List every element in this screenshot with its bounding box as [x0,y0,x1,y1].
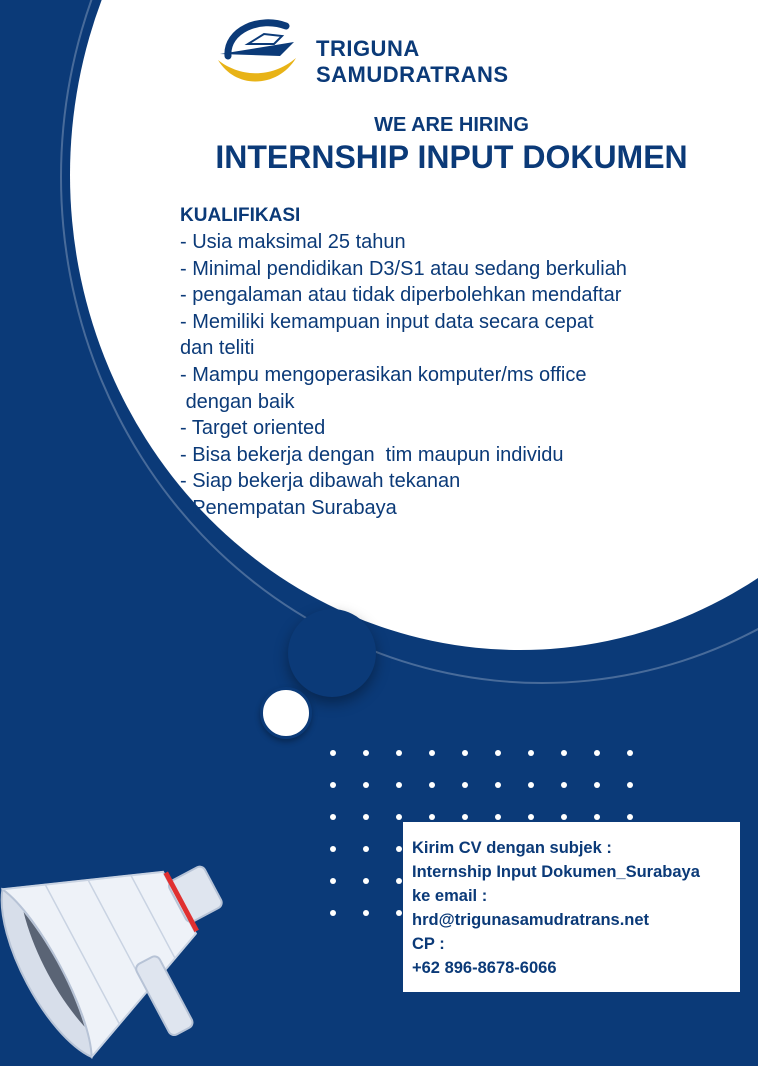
decorative-dot [627,750,633,756]
decorative-dot [396,782,402,788]
qualification-line: - Minimal pendidikan D3/S1 atau sedang berkuliah [180,257,627,280]
contact-subject-label: Kirim CV dengan subjek : [412,839,612,857]
decorative-dot [363,750,369,756]
hiring-subtitle: WE ARE HIRING [374,114,529,136]
decorative-dot [396,750,402,756]
contact-box [403,822,740,992]
qualification-line: - Siap bekerja dibawah tekanan [180,470,461,493]
contact-phone-label: CP : [412,935,445,953]
decorative-dot [561,814,567,820]
contact-subject: Internship Input Dokumen_Surabaya [412,863,700,881]
decorative-dot [462,782,468,788]
decorative-dot [330,782,336,788]
decorative-dot [627,814,633,820]
decorative-dot [396,910,402,916]
decorative-circle-small [260,687,312,739]
qualifications-section [180,205,740,522]
brand-name: TRIGUNA SAMUDRATRANS [316,36,509,87]
decorative-dot [429,782,435,788]
decorative-dot [396,878,402,884]
qualification-line: - Target oriented [180,417,326,440]
qualification-line: dengan baik [180,390,295,413]
contact-email-label: ke email : [412,887,488,905]
megaphone-icon [0,800,300,1061]
qualification-line: - Penempatan Surabaya [180,496,397,519]
qualification-line: - pengalaman atau tidak diperbolehkan mendaftar [180,284,622,307]
decorative-dot [330,846,336,852]
decorative-dot [594,782,600,788]
decorative-dot [495,782,501,788]
decorative-dot [330,910,336,916]
decorative-dot [561,750,567,756]
decorative-dot [396,814,402,820]
decorative-dot [594,750,600,756]
decorative-dot [594,814,600,820]
qualification-line: - Bisa bekerja dengan tim maupun individu [180,443,564,466]
decorative-dot [330,750,336,756]
decorative-dot [330,878,336,884]
decorative-dot [363,782,369,788]
brand-logo [208,10,618,90]
decorative-dot [330,814,336,820]
qualification-line: - Usia maksimal 25 tahun [180,231,406,253]
decorative-dot [462,814,468,820]
decorative-dot [495,750,501,756]
decorative-dot [528,750,534,756]
decorative-dot [363,846,369,852]
decorative-circle-large [288,609,376,697]
decorative-dot [363,878,369,884]
decorative-dot [561,782,567,788]
decorative-dot [462,750,468,756]
contact-phone[interactable]: +62 896-8678-6066 [412,959,557,977]
ship-swoosh-logo-icon [208,10,308,90]
decorative-dot [429,814,435,820]
decorative-dot [363,814,369,820]
qualification-line: - Mampu mengoperasikan komputer/ms office [180,363,587,386]
decorative-dot [396,846,402,852]
hiring-header [0,114,758,176]
decorative-dot [429,750,435,756]
job-title: INTERNSHIP INPUT DOKUMEN [215,139,688,175]
decorative-dot [528,782,534,788]
qualification-line: - Memiliki kemampuan input data secara cepat [180,310,594,333]
qualification-line: dan teliti [180,337,255,360]
contact-email[interactable]: hrd@trigunasamudratrans.net [412,911,650,929]
decorative-dot [495,814,501,820]
decorative-dot [363,910,369,916]
decorative-dot [528,814,534,820]
qualifications-title: KUALIFIKASI [180,205,301,226]
decorative-dot [627,782,633,788]
